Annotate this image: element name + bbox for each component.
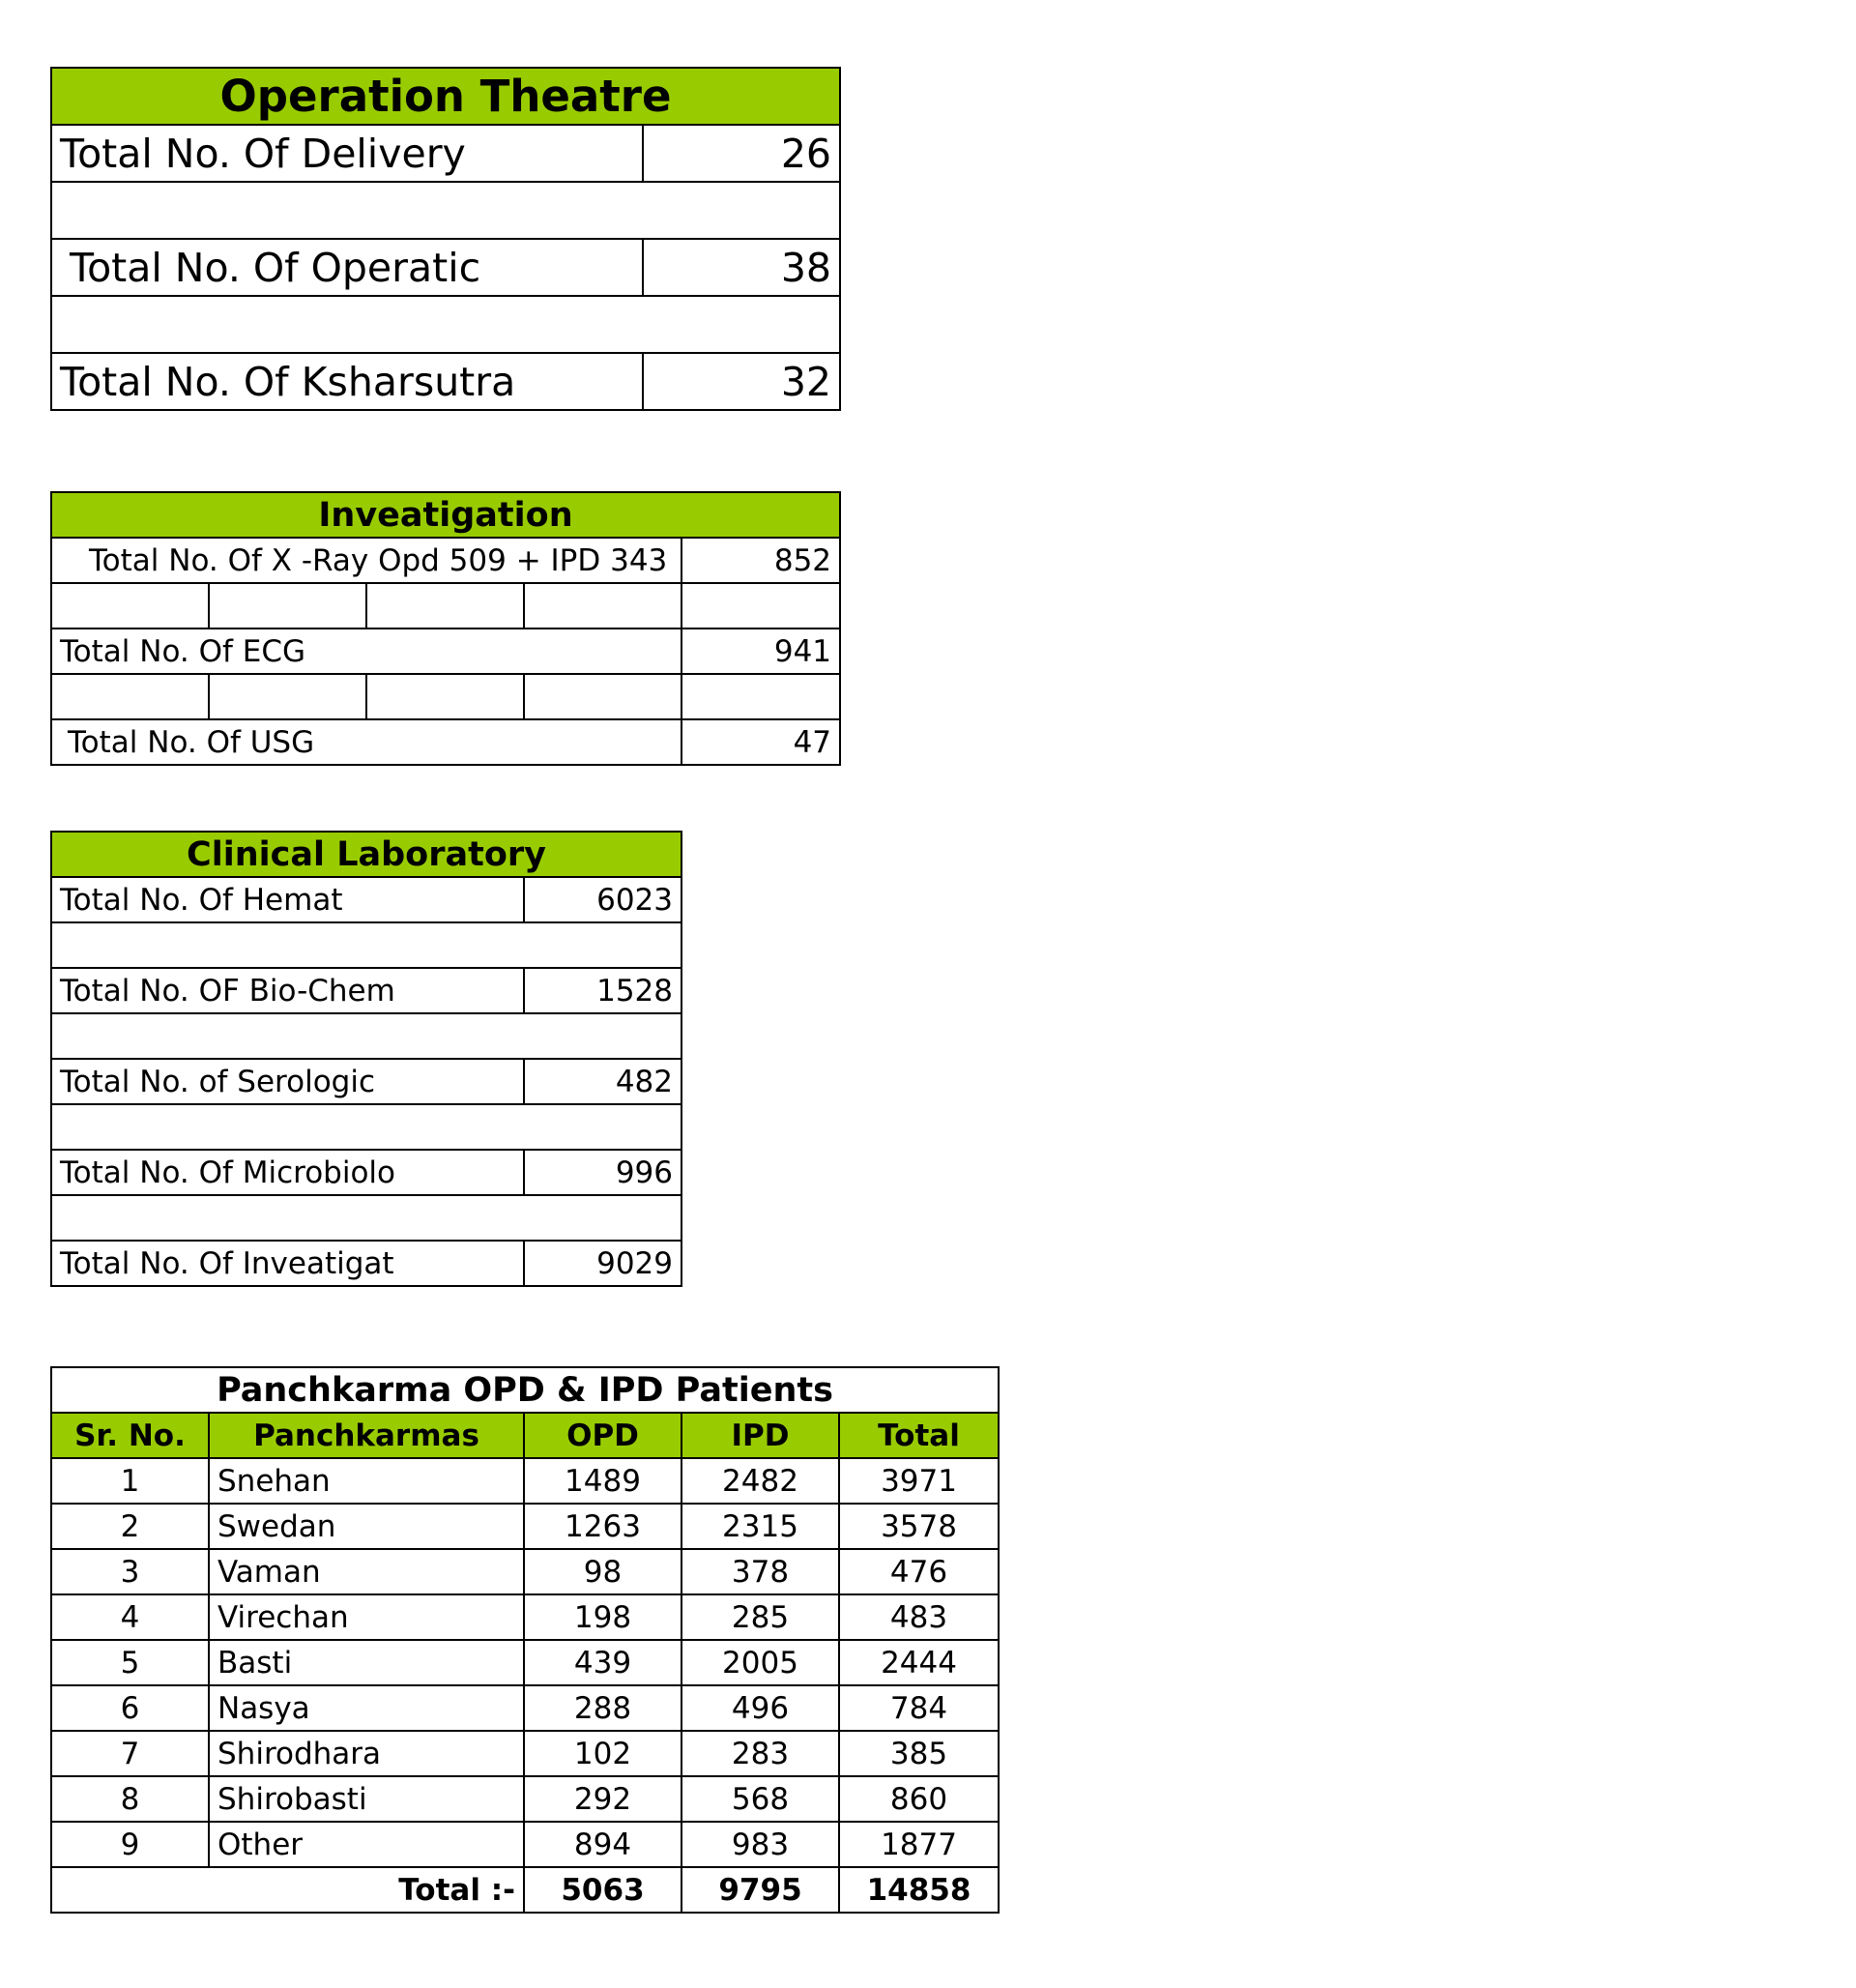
opd-value: 98 bbox=[524, 1549, 682, 1594]
panchkarma-table bbox=[50, 1366, 1000, 1914]
sr-no: 6 bbox=[51, 1685, 209, 1731]
row-label: Total No. Of USG bbox=[51, 719, 682, 765]
table-row bbox=[51, 1594, 999, 1640]
row-label: Total No. Of Ksharsutra bbox=[51, 353, 643, 410]
row-label: Total No. OF Bio-Chem bbox=[51, 968, 524, 1013]
total-value: 3578 bbox=[839, 1504, 999, 1549]
total-value: 860 bbox=[839, 1776, 999, 1822]
table-row bbox=[51, 629, 840, 674]
table-row bbox=[51, 1776, 999, 1822]
row-value: 9029 bbox=[524, 1241, 682, 1286]
opd-value: 198 bbox=[524, 1594, 682, 1640]
row-value: 26 bbox=[643, 125, 840, 182]
panchkarma-name: Nasya bbox=[209, 1685, 524, 1731]
sr-no: 5 bbox=[51, 1640, 209, 1685]
investigation-table bbox=[50, 491, 841, 766]
clinical-laboratory-table bbox=[50, 831, 682, 1287]
investigation-title: Inveatigation bbox=[51, 492, 840, 538]
total-label: Total :- bbox=[51, 1867, 524, 1913]
sr-no: 9 bbox=[51, 1822, 209, 1867]
table-row bbox=[51, 1640, 999, 1685]
row-label: Total No. Of Hemat bbox=[51, 877, 524, 922]
row-value: 47 bbox=[682, 719, 840, 765]
header-ipd: IPD bbox=[682, 1413, 839, 1458]
row-value: 482 bbox=[524, 1059, 682, 1104]
spacer-row bbox=[51, 1104, 682, 1150]
spacer-row bbox=[51, 182, 840, 239]
ipd-value: 283 bbox=[682, 1731, 839, 1776]
panchkarma-name: Swedan bbox=[209, 1504, 524, 1549]
opd-value: 102 bbox=[524, 1731, 682, 1776]
panchkarma-name: Shirodhara bbox=[209, 1731, 524, 1776]
panchkarma-name: Snehan bbox=[209, 1458, 524, 1504]
table-row bbox=[51, 1549, 999, 1594]
row-label: Total No. Of ECG bbox=[51, 629, 682, 674]
row-label: Total No. Of Delivery bbox=[51, 125, 643, 182]
sr-no: 1 bbox=[51, 1458, 209, 1504]
total-value: 385 bbox=[839, 1731, 999, 1776]
row-label: Total No. of Serologic bbox=[51, 1059, 524, 1104]
grand-total: 14858 bbox=[839, 1867, 999, 1913]
total-value: 3971 bbox=[839, 1458, 999, 1504]
ipd-value: 983 bbox=[682, 1822, 839, 1867]
ipd-value: 2482 bbox=[682, 1458, 839, 1504]
table-row bbox=[51, 1685, 999, 1731]
ipd-value: 568 bbox=[682, 1776, 839, 1822]
sr-no: 4 bbox=[51, 1594, 209, 1640]
table-row bbox=[51, 1731, 999, 1776]
sr-no: 3 bbox=[51, 1549, 209, 1594]
header-opd: OPD bbox=[524, 1413, 682, 1458]
operation-theatre-title: Operation Theatre bbox=[51, 68, 840, 125]
row-value: 852 bbox=[682, 538, 840, 583]
total-value: 1877 bbox=[839, 1822, 999, 1867]
ipd-value: 496 bbox=[682, 1685, 839, 1731]
header-panchkarmas: Panchkarmas bbox=[209, 1413, 524, 1458]
clinical-laboratory-title: Clinical Laboratory bbox=[51, 832, 682, 877]
row-value: 38 bbox=[643, 239, 840, 296]
spacer-row bbox=[51, 296, 840, 353]
row-label: Total No. Of Operatic bbox=[51, 239, 643, 296]
opd-value: 439 bbox=[524, 1640, 682, 1685]
panchkarma-name: Basti bbox=[209, 1640, 524, 1685]
total-value: 476 bbox=[839, 1549, 999, 1594]
row-label: Total No. Of X -Ray Opd 509 + IPD 343 bbox=[51, 538, 682, 583]
opd-value: 1489 bbox=[524, 1458, 682, 1504]
table-row bbox=[51, 125, 840, 182]
ipd-total: 9795 bbox=[682, 1867, 839, 1913]
panchkarma-name: Virechan bbox=[209, 1594, 524, 1640]
table-row bbox=[51, 719, 840, 765]
header-row bbox=[51, 1413, 999, 1458]
table-row bbox=[51, 239, 840, 296]
opd-value: 288 bbox=[524, 1685, 682, 1731]
spacer-row bbox=[51, 583, 840, 629]
table-row bbox=[51, 1241, 682, 1286]
table-row bbox=[51, 1458, 999, 1504]
total-row bbox=[51, 1867, 999, 1913]
table-row bbox=[51, 1504, 999, 1549]
table-row bbox=[51, 353, 840, 410]
ipd-value: 2005 bbox=[682, 1640, 839, 1685]
table-row bbox=[51, 1150, 682, 1195]
spacer-row bbox=[51, 674, 840, 719]
opd-value: 1263 bbox=[524, 1504, 682, 1549]
row-value: 32 bbox=[643, 353, 840, 410]
row-value: 6023 bbox=[524, 877, 682, 922]
spacer-row bbox=[51, 1195, 682, 1241]
total-value: 2444 bbox=[839, 1640, 999, 1685]
header-total: Total bbox=[839, 1413, 999, 1458]
table-row bbox=[51, 877, 682, 922]
sr-no: 7 bbox=[51, 1731, 209, 1776]
table-row bbox=[51, 968, 682, 1013]
sr-no: 8 bbox=[51, 1776, 209, 1822]
row-label: Total No. Of Microbiolo bbox=[51, 1150, 524, 1195]
table-row bbox=[51, 1822, 999, 1867]
header-sr-no: Sr. No. bbox=[51, 1413, 209, 1458]
opd-value: 292 bbox=[524, 1776, 682, 1822]
table-row bbox=[51, 1059, 682, 1104]
ipd-value: 378 bbox=[682, 1549, 839, 1594]
operation-theatre-table bbox=[50, 67, 841, 411]
panchkarma-name: Other bbox=[209, 1822, 524, 1867]
total-value: 483 bbox=[839, 1594, 999, 1640]
row-value: 996 bbox=[524, 1150, 682, 1195]
spacer-row bbox=[51, 1013, 682, 1059]
row-value: 1528 bbox=[524, 968, 682, 1013]
total-value: 784 bbox=[839, 1685, 999, 1731]
spacer-row bbox=[51, 922, 682, 968]
ipd-value: 285 bbox=[682, 1594, 839, 1640]
table-row bbox=[51, 538, 840, 583]
panchkarma-name: Vaman bbox=[209, 1549, 524, 1594]
panchkarma-title: Panchkarma OPD & IPD Patients bbox=[51, 1367, 999, 1413]
row-label: Total No. Of Inveatigat bbox=[51, 1241, 524, 1286]
opd-value: 894 bbox=[524, 1822, 682, 1867]
sr-no: 2 bbox=[51, 1504, 209, 1549]
panchkarma-name: Shirobasti bbox=[209, 1776, 524, 1822]
row-value: 941 bbox=[682, 629, 840, 674]
opd-total: 5063 bbox=[524, 1867, 682, 1913]
ipd-value: 2315 bbox=[682, 1504, 839, 1549]
